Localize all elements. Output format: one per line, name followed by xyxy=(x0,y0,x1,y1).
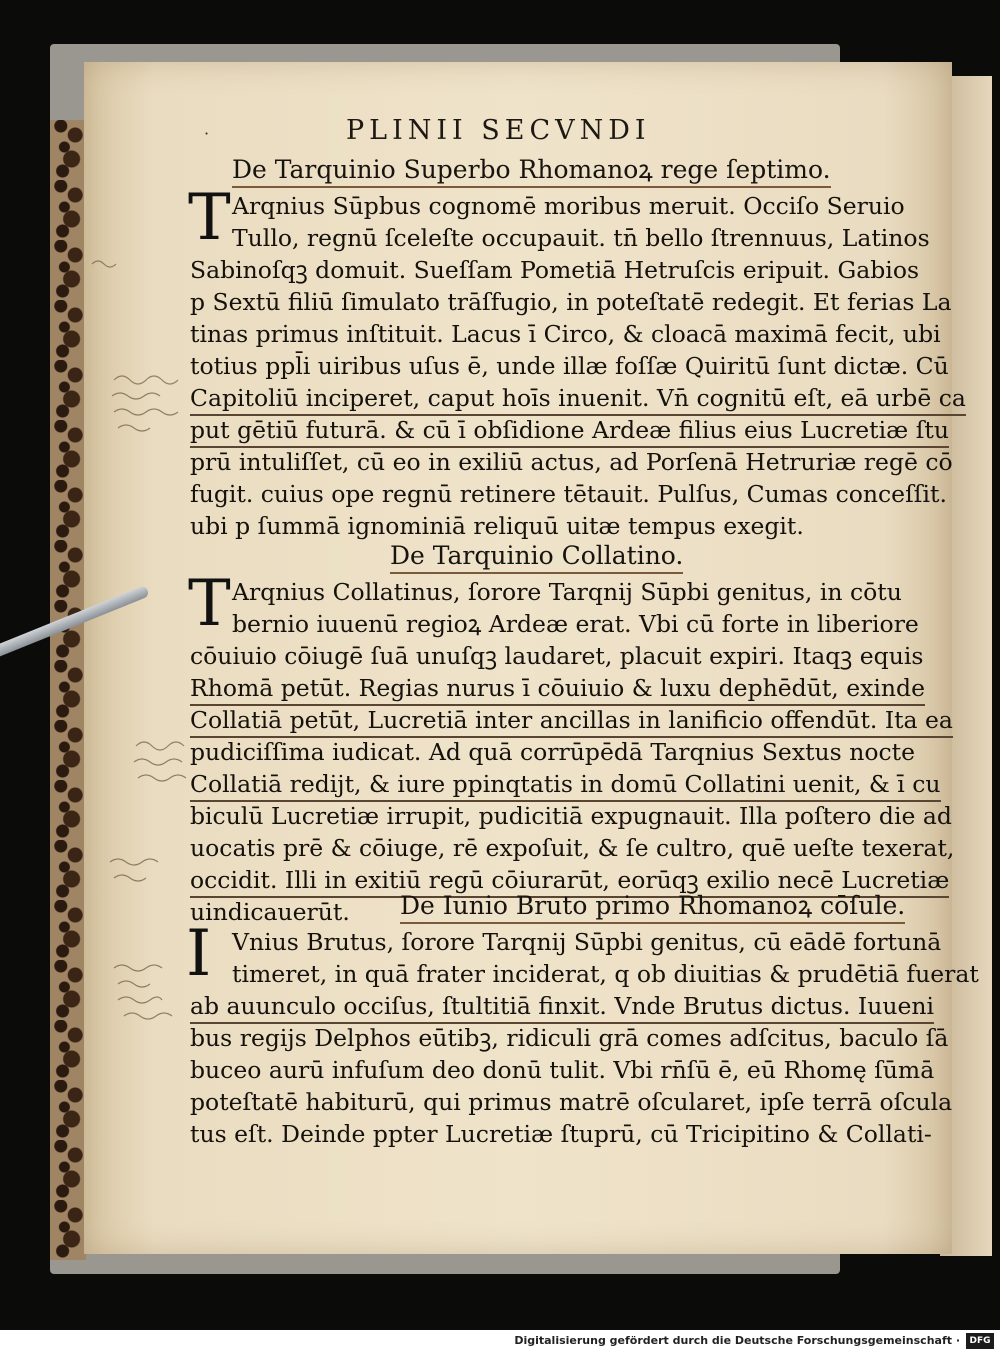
drop-initial: T xyxy=(188,567,231,641)
text-line: fugit. cuius ope regnū retinere tētauit. Pulſus, Cumas conceſſit. xyxy=(190,480,947,508)
text-line: bus regijs Delphos eūtibꝫ, ridiculi grā comes adſcitus, baculo ſā xyxy=(190,1024,949,1052)
text-line: buceo aurū infuſum deo donū tulit. Vbi rn̄ſū ē, eū Rhomę ſūmā xyxy=(190,1056,935,1084)
text-line: tus eſt. Deinde ppter Lucretiæ ſtuprū, cū Tricipitino & Collati- xyxy=(190,1120,932,1148)
section-heading: De Tarquinio Collatino. xyxy=(390,540,683,574)
funding-credit: Digitalisierung gefördert durch die Deutsche Forschungsgemeinschaft · xyxy=(514,1334,960,1347)
text-line: pudiciſſima iudicat. Ad quā corrūpēdā Tarqnius Sextus nocte xyxy=(190,738,916,766)
drop-initial: T xyxy=(188,181,231,255)
page-mark: · xyxy=(204,124,210,143)
text-line: Tullo, regnū ſceleſte occupauit. tn̄ bello ſtrennuus, Latinos xyxy=(232,224,930,252)
text-line: Capitoliū inciperet, caput hoīs inuenit. Vn̄ cognitū eſt, eā urbē ca xyxy=(190,382,966,416)
marginalia-scribbles xyxy=(84,250,194,1050)
text-line: Vnius Brutus, ſorore Tarqnij Sūpbi genitus, cū eādē fortunā xyxy=(232,928,942,956)
section-heading: De Tarquinio Superbo Rhomanoꝝ rege ſeptimo. xyxy=(232,154,831,188)
text-line: Arqnius Collatinus, ſorore Tarqnij Sūpbi genitus, in cōtu xyxy=(232,578,902,606)
text-line: cōuiuio cōiugē ſuā unuſqꝫ laudaret, placuit expiri. Itaqꝫ equis xyxy=(190,642,924,670)
text-line: uocatis prē & cōiuge, rē expoſuit, & ſe cultro, quē ueſte texerat, xyxy=(190,834,955,862)
text-line: Arqnius Sūpbus cognomē moribus meruit. Occiſo Seruio xyxy=(232,192,905,220)
text-line: biculū Lucretiæ irrupit, pudicitiā expugnauit. Illa poſtero die ad xyxy=(190,802,952,830)
footer-bar xyxy=(0,1330,1000,1354)
text-line: Sabinoſqꝫ domuit. Sueſſam Pometiā Hetruſcis eripuit. Gabios xyxy=(190,256,920,284)
text-line: tinas primus inſtituit. Lacus ī Circo, & cloacā maximā fecit, ubi xyxy=(190,320,941,348)
text-line: ab auunculo occiſus, ſtultitiā finxit. Vnde Brutus dictus. Iuueni xyxy=(190,990,934,1024)
text-line: put gētiū futurā. & cū ī obſidione Ardeæ filius eius Lucretiæ ſtu xyxy=(190,414,949,448)
text-line: totius ppl̄i uiribus uſus ē, unde illæ foſſæ Quiritū ſunt dictæ. Cū xyxy=(190,352,949,380)
text-line: p Sextū filiū ſimulato trāſfugio, in poteſtatē redegit. Et ferias La xyxy=(190,288,952,316)
marbled-endpaper xyxy=(50,120,86,1260)
text-line: Collatiā petūt, Lucretiā inter ancillas in lanificio offendūt. Ita ea xyxy=(190,704,953,738)
text-line: Collatiā redijt, & iure ppinqtatis in domū Collatini uenit, & ī cu xyxy=(190,768,941,802)
text-line: timeret, in quā frater inciderat, q ob diuitias & prudētiā fuerat xyxy=(232,960,979,988)
drop-initial: I xyxy=(186,917,212,991)
text-line: bernio iuuenū regioꝝ Ardeæ erat. Vbi cū forte in liberiore xyxy=(232,610,919,638)
text-line: occidit. Illi in exitiū regū cōiurarūt, eorūqꝫ exilio necē Lucretiæ xyxy=(190,864,949,898)
section-heading: De Iunio Bruto primo Rhomanoꝝ cōſule. xyxy=(400,890,905,924)
text-line: uindicauerūt. xyxy=(190,898,350,926)
dfg-logo: DFG xyxy=(966,1333,994,1349)
text-line: Rhomā petūt. Regias nurus ī cōuiuio & luxu dephēdūt, exinde xyxy=(190,672,925,706)
text-line: prū intuliſſet, cū eo in exiliū actus, ad Porſenā Hetruriæ regē cō xyxy=(190,448,953,476)
text-line: ubi p ſummā ignominiā reliquū uitæ tempus exegit. xyxy=(190,512,804,540)
running-head: PLINII SECVNDI xyxy=(346,115,651,146)
text-line: poteſtatē habiturū, qui primus matrē oſcularet, ipſe terrā oſcula xyxy=(190,1088,953,1116)
